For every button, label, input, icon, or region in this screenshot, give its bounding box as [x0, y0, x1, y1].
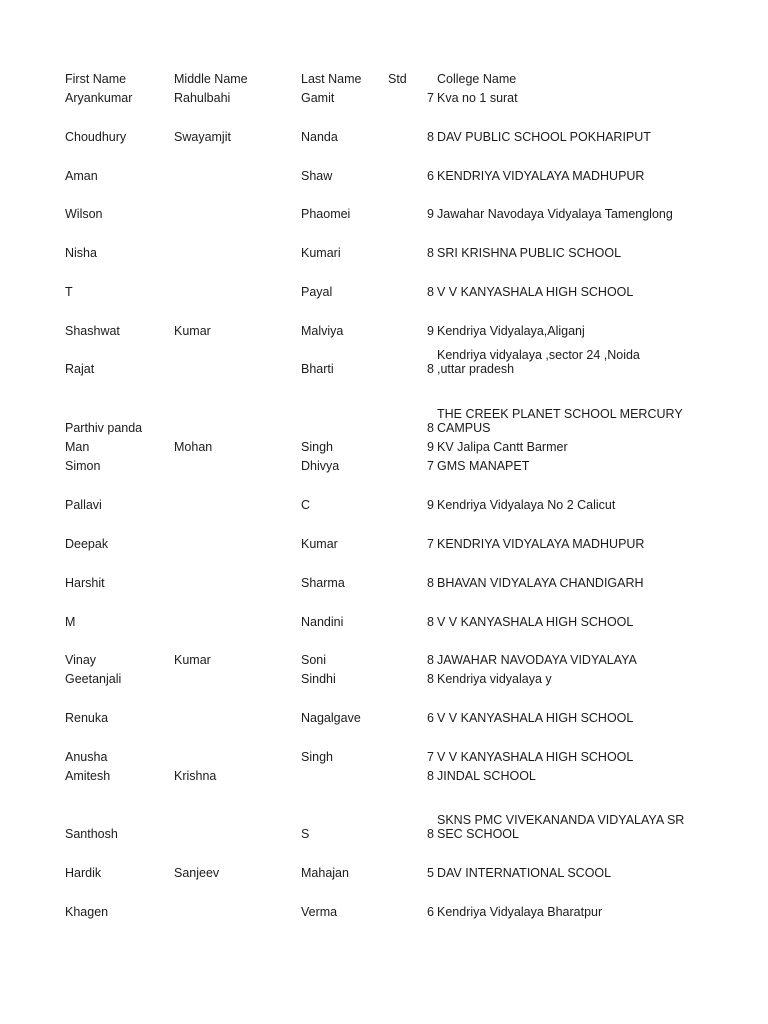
last-name-cell: Nandini — [301, 615, 344, 629]
college-name-line1-cell: SKNS PMC VIVEKANANDA VIDYALAYA SR — [437, 813, 685, 827]
college-name-line1-cell: Kendriya vidyalaya ,sector 24 ,Noida — [437, 348, 640, 362]
college-name-cell: Kva no 1 surat — [437, 91, 518, 105]
last-name-cell: Gamit — [301, 91, 335, 105]
college-name-cell: Kendriya Vidyalaya No 2 Calicut — [437, 498, 616, 512]
std-cell: 7 — [427, 91, 434, 105]
first-name-cell: Anusha — [65, 750, 108, 764]
first-name-cell: Pallavi — [65, 498, 102, 512]
first-name-cell: Renuka — [65, 711, 109, 725]
last-name-cell: Kumar — [301, 537, 338, 551]
first-name-cell: Rajat — [65, 362, 95, 376]
std-cell: 9 — [427, 440, 434, 454]
std-cell: 8 — [427, 672, 434, 686]
college-name-cell: Kendriya Vidyalaya Bharatpur — [437, 905, 603, 919]
college-name-cell: Kendriya vidyalaya y — [437, 672, 552, 686]
header-college-name: College Name — [437, 72, 517, 86]
college-name-cell: KV Jalipa Cantt Barmer — [437, 440, 568, 454]
first-name-cell: Hardik — [65, 866, 102, 880]
college-name-cell: GMS MANAPET — [437, 459, 530, 473]
last-name-cell: S — [301, 827, 310, 841]
std-cell: 8 — [427, 576, 434, 590]
std-cell: 8 — [427, 362, 434, 376]
college-name-cell: DAV INTERNATIONAL SCOOL — [437, 866, 612, 880]
std-cell: 6 — [427, 905, 434, 919]
last-name-cell: Verma — [301, 905, 338, 919]
first-name-cell: T — [65, 285, 73, 299]
std-cell: 7 — [427, 459, 434, 473]
college-name-cell: DAV PUBLIC SCHOOL POKHARIPUT — [437, 130, 651, 144]
first-name-cell: Aman — [65, 169, 98, 183]
std-cell: 8 — [427, 421, 434, 435]
college-name-cell: SEC SCHOOL — [437, 827, 519, 841]
college-name-cell: V V KANYASHALA HIGH SCHOOL — [437, 750, 634, 764]
middle-name-cell: Sanjeev — [174, 866, 220, 880]
last-name-cell: Mahajan — [301, 866, 349, 880]
header-middle-name: Middle Name — [174, 72, 248, 86]
std-cell: 9 — [427, 207, 434, 221]
first-name-cell: Parthiv panda — [65, 421, 143, 435]
header-std: Std — [388, 72, 407, 86]
first-name-cell: Nisha — [65, 246, 97, 260]
last-name-cell: Soni — [301, 653, 327, 667]
std-cell: 8 — [427, 130, 434, 144]
std-cell: 9 — [427, 324, 434, 338]
first-name-cell: Vinay — [65, 653, 97, 667]
first-name-cell: Khagen — [65, 905, 109, 919]
last-name-cell: Nanda — [301, 130, 338, 144]
college-name-cell: KENDRIYA VIDYALAYA MADHUPUR — [437, 169, 645, 183]
college-name-cell: BHAVAN VIDYALAYA CHANDIGARH — [437, 576, 644, 590]
first-name-cell: Man — [65, 440, 90, 454]
last-name-cell: Kumari — [301, 246, 341, 260]
college-name-cell: V V KANYASHALA HIGH SCHOOL — [437, 615, 634, 629]
std-cell: 8 — [427, 653, 434, 667]
std-cell: 8 — [427, 246, 434, 260]
college-name-cell: KENDRIYA VIDYALAYA MADHUPUR — [437, 537, 645, 551]
college-name-cell: JAWAHAR NAVODAYA VIDYALAYA — [437, 653, 637, 667]
first-name-cell: Santhosh — [65, 827, 118, 841]
std-cell: 8 — [427, 769, 434, 783]
last-name-cell: Singh — [301, 750, 333, 764]
header-first-name: First Name — [65, 72, 127, 86]
last-name-cell: Sharma — [301, 576, 345, 590]
std-cell: 7 — [427, 750, 434, 764]
first-name-cell: Harshit — [65, 576, 105, 590]
first-name-cell: Choudhury — [65, 130, 127, 144]
last-name-cell: C — [301, 498, 311, 512]
first-name-cell: Simon — [65, 459, 101, 473]
std-cell: 8 — [427, 615, 434, 629]
last-name-cell: Singh — [301, 440, 333, 454]
first-name-cell: M — [65, 615, 76, 629]
college-name-cell: V V KANYASHALA HIGH SCHOOL — [437, 285, 634, 299]
middle-name-cell: Kumar — [174, 324, 211, 338]
college-name-cell: JINDAL SCHOOL — [437, 769, 536, 783]
first-name-cell: Wilson — [65, 207, 103, 221]
college-name-cell: SRI KRISHNA PUBLIC SCHOOL — [437, 246, 622, 260]
last-name-cell: Phaomei — [301, 207, 351, 221]
std-cell: 8 — [427, 827, 434, 841]
std-cell: 8 — [427, 285, 434, 299]
college-name-cell: Jawahar Navodaya Vidyalaya Tamenglong — [437, 207, 673, 221]
college-name-cell: CAMPUS — [437, 421, 491, 435]
last-name-cell: Bharti — [301, 362, 334, 376]
std-cell: 5 — [427, 866, 434, 880]
middle-name-cell: Rahulbahi — [174, 91, 231, 105]
college-name-cell: Kendriya Vidyalaya,Aliganj — [437, 324, 585, 338]
middle-name-cell: Mohan — [174, 440, 213, 454]
std-cell: 7 — [427, 537, 434, 551]
last-name-cell: Nagalgave — [301, 711, 361, 725]
std-cell: 6 — [427, 169, 434, 183]
first-name-cell: Geetanjali — [65, 672, 122, 686]
college-name-cell: V V KANYASHALA HIGH SCHOOL — [437, 711, 634, 725]
header-last-name: Last Name — [301, 72, 362, 86]
first-name-cell: Shashwat — [65, 324, 120, 338]
last-name-cell: Sindhi — [301, 672, 336, 686]
college-name-cell: ,uttar pradesh — [437, 362, 515, 376]
college-name-line1-cell: THE CREEK PLANET SCHOOL MERCURY — [437, 407, 683, 421]
first-name-cell: Amitesh — [65, 769, 111, 783]
middle-name-cell: Kumar — [174, 653, 211, 667]
std-cell: 6 — [427, 711, 434, 725]
last-name-cell: Dhivya — [301, 459, 340, 473]
middle-name-cell: Krishna — [174, 769, 217, 783]
last-name-cell: Shaw — [301, 169, 333, 183]
last-name-cell: Payal — [301, 285, 333, 299]
first-name-cell: Deepak — [65, 537, 109, 551]
std-cell: 9 — [427, 498, 434, 512]
last-name-cell: Malviya — [301, 324, 344, 338]
middle-name-cell: Swayamjit — [174, 130, 231, 144]
first-name-cell: Aryankumar — [65, 91, 133, 105]
